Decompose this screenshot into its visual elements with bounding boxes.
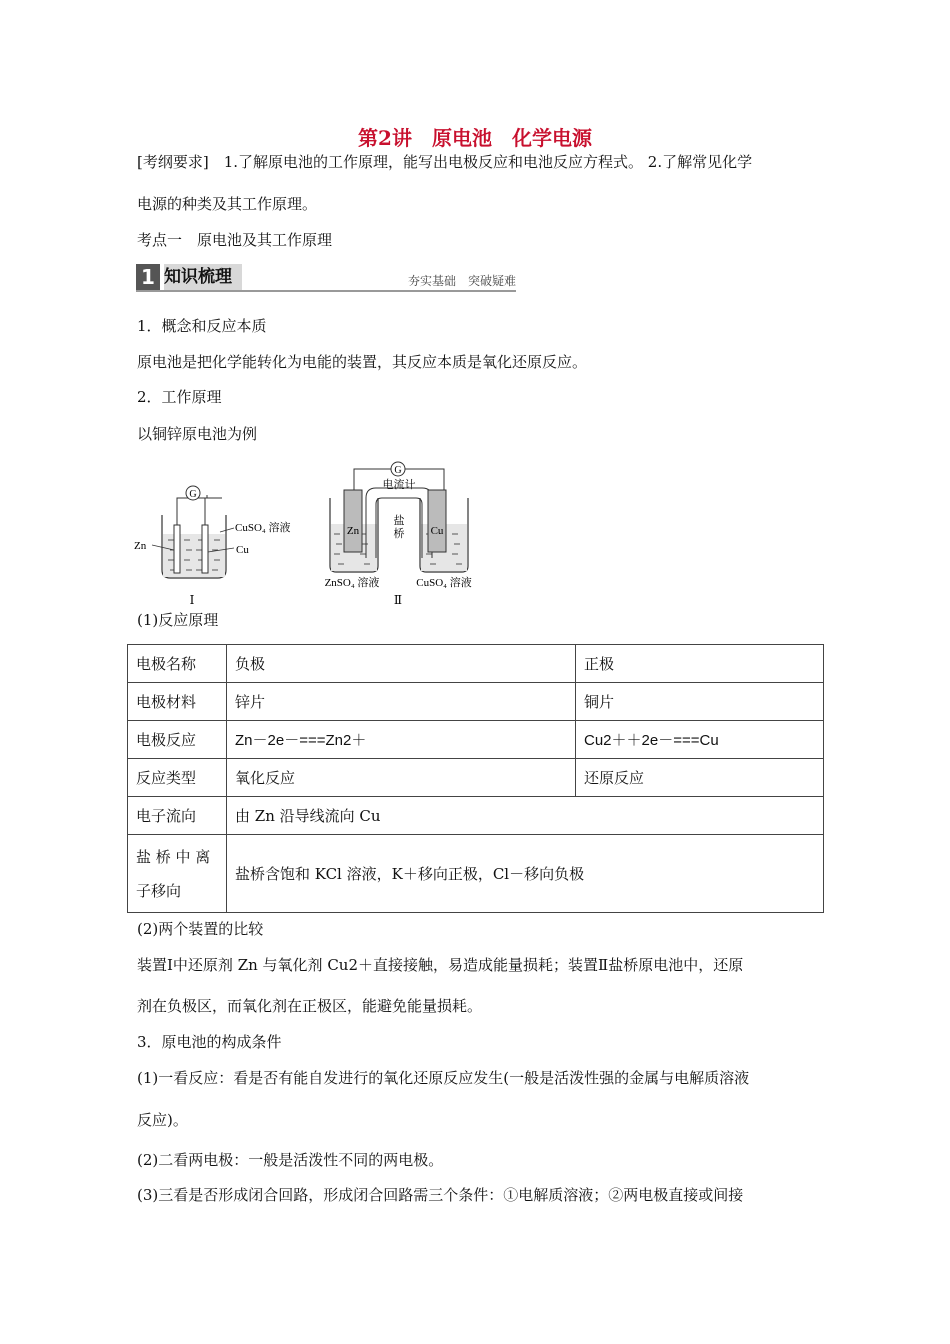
table-cell-line: 子移向: [136, 881, 182, 900]
topic-heading: 考点一 原电池及其工作原理: [137, 231, 333, 249]
table-row: [128, 759, 824, 797]
reaction-principle-table: [127, 644, 824, 913]
salt-bridge-label-2: 桥: [393, 528, 405, 540]
zn-label-1: Zn: [134, 540, 147, 552]
cu-label-1: Cu: [236, 544, 249, 556]
znso4-label: ZnSO₄ 溶液: [324, 577, 380, 589]
table-cell: 电子流向: [128, 797, 227, 835]
table-row: [128, 721, 824, 759]
table-cell: 电极名称: [128, 645, 227, 683]
table-row: [128, 645, 824, 683]
cu-label-2: Cu: [430, 525, 444, 537]
cuso4-label-1: CuSO₄ 溶液: [235, 522, 291, 534]
zn-label-2: Zn: [346, 525, 360, 537]
subsection-1-heading: (1)反应原理: [137, 611, 219, 629]
galvanic-cell-diagram-2: [316, 458, 486, 613]
banner-divider: [136, 290, 516, 292]
section-2-example: 以铜锌原电池为例: [137, 425, 258, 443]
table-row: [128, 797, 824, 835]
table-cell: 电极反应: [128, 721, 227, 759]
table-cell: 反应类型: [128, 759, 227, 797]
banner-number: 1: [136, 264, 160, 290]
salt-bridge-label-1: 盐: [393, 515, 405, 527]
galvanometer-2-label: G: [394, 465, 402, 476]
table-cell: 负极: [227, 645, 576, 683]
galvanic-cell-diagram-1: [130, 470, 310, 610]
copper-electrode-1: [202, 525, 208, 573]
table-cell: 由 Zn 沿导线流向 Cu: [227, 797, 824, 835]
comparison-line1: 装置Ⅰ中还原剂 Zn 与氧化剂 Cu2＋直接接触，易造成能量损耗；装置Ⅱ盐桥原电池中，还原: [137, 956, 744, 974]
cuso4-label-2: CuSO₄ 溶液: [416, 577, 472, 589]
galvanometer-1-label: G: [189, 489, 197, 500]
section-3-heading: 3．原电池的构成条件: [137, 1033, 282, 1051]
banner-subtitle: 夯实基础 突破疑难: [407, 274, 516, 288]
condition-3: (3)三看是否形成闭合回路，形成闭合回路需三个条件：①电解质溶液；②两电极直接或间接: [137, 1186, 744, 1204]
table-cell: [128, 835, 227, 913]
table-cell: Zn－2e－===Zn2＋: [227, 721, 576, 759]
table-cell: 电极材料: [128, 683, 227, 721]
table-cell: 盐桥含饱和 KCl 溶液，K＋移向正极，Cl－移向负极: [227, 835, 824, 913]
section-banner: [136, 262, 516, 292]
ammeter-label: 电流计: [382, 479, 416, 491]
condition-1-line2: 反应)。: [137, 1111, 188, 1129]
table-cell: 锌片: [227, 683, 576, 721]
section-1-heading: 1．概念和反应本质: [137, 317, 267, 335]
table-cell: 铜片: [576, 683, 824, 721]
table-cell-line: 盐 桥 中 离: [136, 847, 211, 866]
subsection-2-heading: (2)两个装置的比较: [137, 920, 264, 938]
syllabus-requirements-line1: [考纲要求] 1.了解原电池的工作原理，能写出电极反应和电池反应方程式。 2.了解常见化学: [137, 153, 753, 171]
banner-label: 知识梳理: [164, 264, 242, 290]
figure-2-caption: Ⅱ: [393, 593, 403, 607]
table-cell: 氧化反应: [227, 759, 576, 797]
comparison-line2: 剂在负极区，而氧化剂在正极区，能避免能量损耗。: [137, 997, 483, 1015]
zinc-electrode-1: [174, 525, 180, 573]
section-2-heading: 2．工作原理: [137, 388, 222, 406]
condition-2: (2)二看两电极：一般是活泼性不同的两电极。: [137, 1151, 444, 1169]
table-cell: 正极: [576, 645, 824, 683]
zinc-electrode-2: [344, 490, 362, 552]
section-1-text: 原电池是把化学能转化为电能的装置，其反应本质是氧化还原反应。: [137, 353, 588, 371]
page-title: 第2讲 原电池 化学电源: [358, 126, 592, 150]
condition-1-line1: (1)一看反应：看是否有能自发进行的氧化还原反应发生(一般是活泼性强的金属与电解质溶液: [137, 1069, 750, 1087]
table-row: [128, 683, 824, 721]
copper-electrode-2: [428, 490, 446, 552]
figure-1-caption: Ⅰ: [189, 593, 195, 607]
table-cell: 还原反应: [576, 759, 824, 797]
table-row: [128, 835, 824, 913]
table-cell: Cu2＋＋2e－===Cu: [576, 721, 824, 759]
syllabus-requirements-line2: 电源的种类及其工作原理。: [137, 195, 318, 213]
